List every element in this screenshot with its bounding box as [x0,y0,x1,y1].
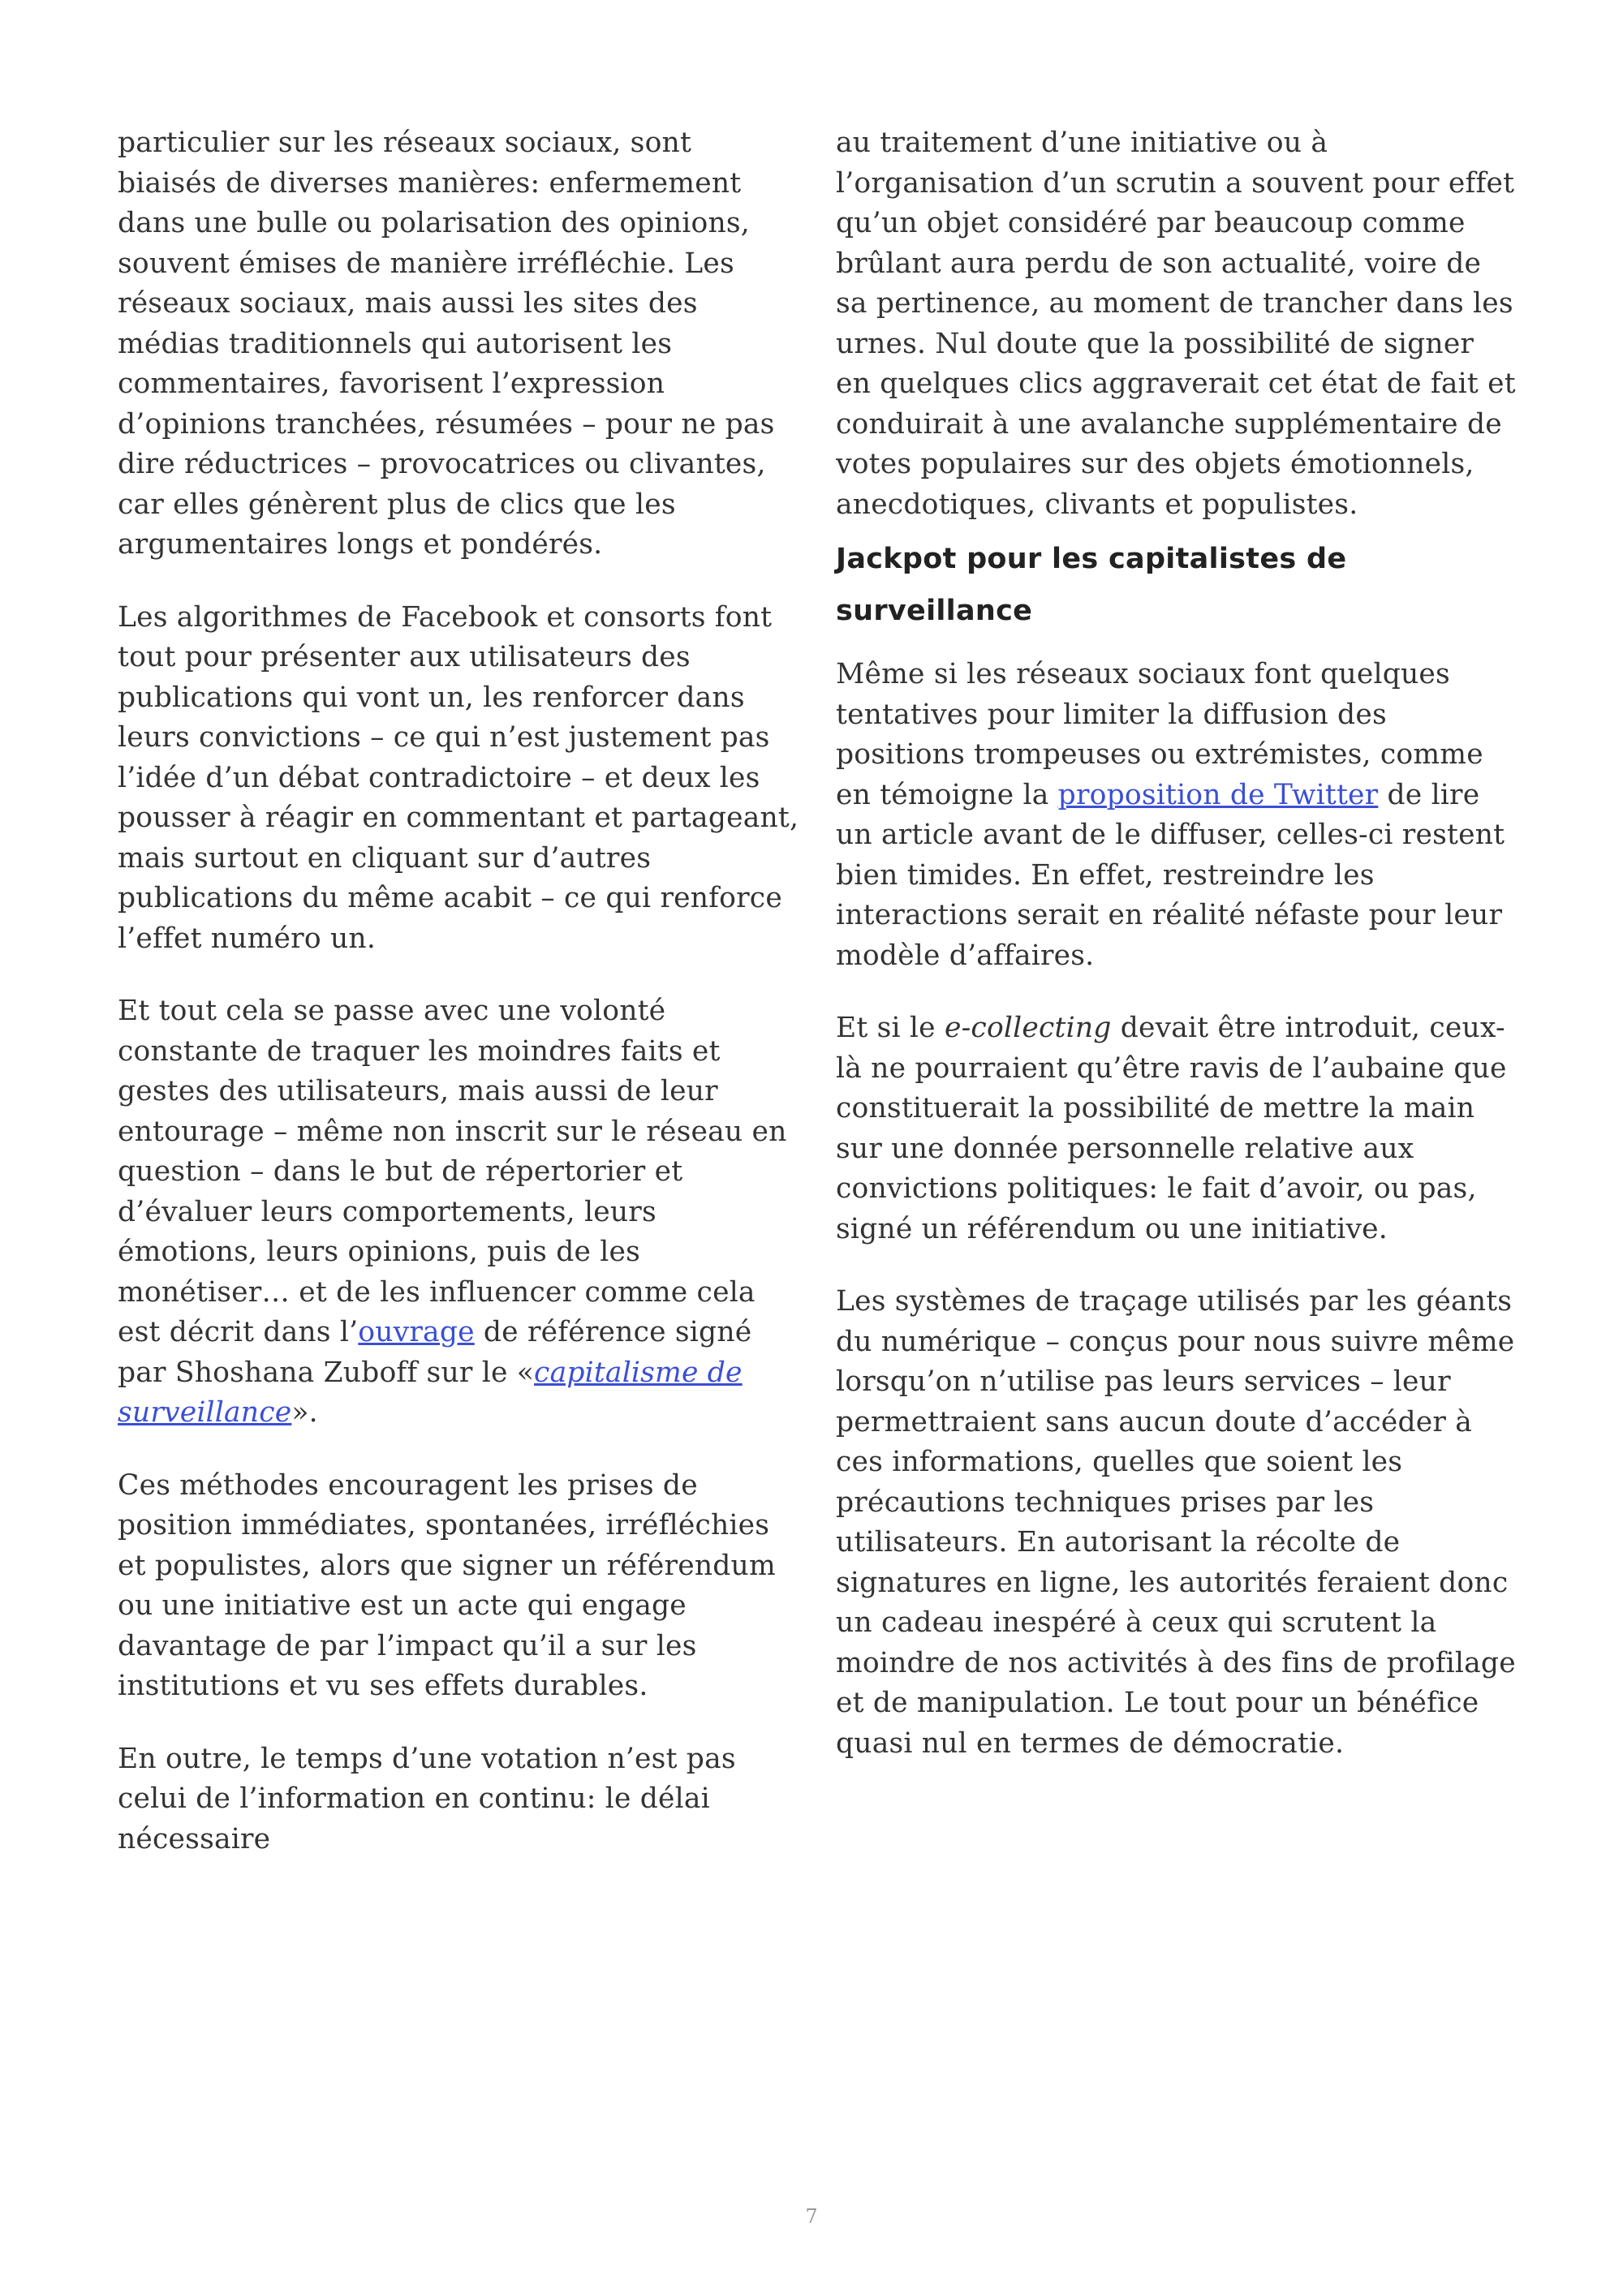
paragraph-text: de référence signé par Shoshana Zuboff sur le « [118,1316,752,1389]
paragraph-text: ». [291,1396,318,1429]
paragraph: au traitement d’une initiative ou à l’organisation d’un scrutin a souvent pour effet qu’un objet considéré par beaucoup comme brûlant aura perdu de son actualité, voire de sa pertinence, au moment de trancher dans les urnes. Nul doute que la possibilité de signer en quelques clics aggraverait cet état de fait et conduirait à une avalanche supplémentaire de votes populaires sur des objets émotionnels, anecdotiques, clivants et populistes. [836,127,1516,521]
paragraph-text: Et si le [836,1012,945,1044]
paragraph-text: de lire un article avant de le diffuser, celles-ci restent bien timides. En effet, restreindre les interactions serait en réalité néfaste pour leur modèle d’affaires. [836,778,1505,972]
paragraph [836,655,1518,976]
paragraph [836,1008,1518,1249]
proposition-de-twitter-link[interactable]: proposition de Twitter [1057,778,1379,811]
paragraph: En outre, le temps d’une votation n’est pas celui de l’information en continu: le délai nécessaire [118,1742,736,1855]
paragraph: Les systèmes de traçage utilisés par les géants du numérique – conçus pour nous suivre même lorsqu’on n’utilise pas leurs services – leur permettraient sans aucun doute d’accéder à ces informations, quelles que soient les précautions techniques prises par les utilisateurs. En autorisant la récolte de signatures en ligne, les autorités feraient donc un cadeau inespéré à ceux qui scrutent la moindre de nos activités à des fins de profilage et de manipulation. Le tout pour un bénéfice quasi nul en termes de démocratie. [836,1285,1516,1760]
paragraph [118,991,799,1434]
paragraph-text: devait être introduit, ceux-là ne pourraient qu’être ravis de l’aubaine que constituerait la possibilité de mettre la main sur une donnée personnelle relative aux convictions politiques: le fait d’avoir, ou pas, signé un référendum ou une initiative. [836,1012,1507,1245]
emphasis-text: e-collecting [944,1012,1112,1044]
paragraph: Les algorithmes de Facebook et consorts font tout pour présenter aux utilisateurs des publications qui vont un, les renforcer dans leurs convictions – ce qui n’est justement pas l’idée d’un débat contradictoire – et deux les pousser à réagir en commentant et partageant, mais surtout en cliquant sur d’autres publications du même acabit – ce qui renforce l’effet numéro un. [118,600,799,955]
paragraph: particulier sur les réseaux sociaux, sont biaisés de diverses manières: enfermement dans une bulle ou polarisation des opinions, souvent émises de manière irréfléchie. Les réseaux sociaux, mais aussi les sites des médias traditionnels qui autorisent les commentaires, favorisent l’expression d’opinions tranchées, résumées – pour ne pas dire réductrices – provocatrices ou clivantes, car elles génèrent plus de clics que les argumentaires longs et pondérés. [118,127,775,561]
paragraph-text: Et tout cela se passe avec une volonté constante de traquer les moindres faits et gestes des utilisateurs, mais aussi de leur entourage – même non inscrit sur le réseau en question – dans le but de répertorier et d’évaluer leurs comportements, leurs émotions, leurs opinions, puis de les monétiser… et de les influencer comme cela est décrit dans l’ [118,995,787,1348]
right-column [836,123,1518,1796]
section-heading: Jackpot pour les capitalistes de surveillance [836,543,1347,627]
left-column [118,123,799,1892]
paragraph: Ces méthodes encouragent les prises de position immédiates, spontanées, irréfléchies et populistes, alors que signer un référendum ou une initiative est un acte qui engage davantage de par l’impact qu’il a sur les institutions et vu ses effets durables. [118,1468,776,1702]
link-text: capitalisme de surveillance [118,1356,743,1429]
ouvrage-link[interactable]: ouvrage [358,1316,475,1348]
page-number: 7 [805,2205,818,2228]
paragraph-text: Même si les réseaux sociaux font quelques tentatives pour limiter la diffusion des positions trompeuses ou extrémistes, comme en témoigne la [836,658,1483,811]
